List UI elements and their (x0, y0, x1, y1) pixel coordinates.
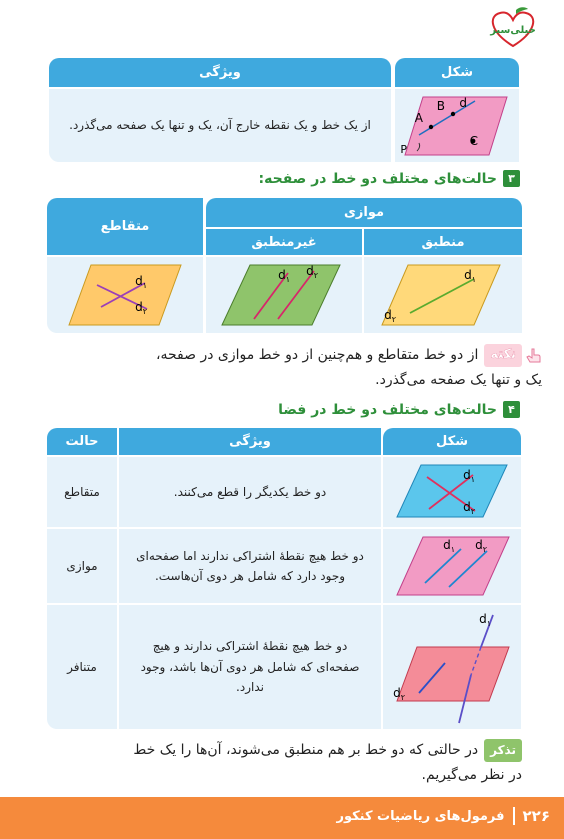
table3-header-state: حالت (47, 428, 117, 455)
reminder-block (42, 738, 522, 787)
table3-row3-state: متنافر (47, 605, 117, 729)
table3-header-shape: شکل (383, 428, 521, 455)
svg-text:d۱: $d_۱$ (479, 612, 491, 628)
intersecting-lines-diagram (47, 257, 203, 333)
svg-text:d۲: $d_۲$ (475, 538, 487, 554)
table2-header-parallel: موازی (206, 198, 522, 227)
table2-header-intersecting: متقاطع (47, 198, 203, 255)
reminder-badge: تذکر (484, 739, 522, 762)
section3-number: ۳ (503, 170, 520, 187)
note-block (42, 343, 542, 392)
space-intersecting-diagram (383, 457, 521, 527)
label-B: B (436, 99, 445, 113)
table2-intersecting-cell (47, 257, 203, 333)
reminder-line2: در نظر می‌گیریم. (421, 766, 522, 783)
svg-text:d۱: $d_۱$ (464, 268, 476, 284)
svg-text:d۱: $d_۱$ (463, 468, 475, 484)
pointing-hand-icon (524, 346, 542, 364)
reminder-line1: در حالتی که دو خط بر هم منطبق می‌شوند، آن‌ها را یک خط (133, 742, 479, 758)
svg-text:d۲: $d_۲$ (384, 308, 396, 324)
footer-bar (0, 797, 564, 839)
table1-header-shape: شکل (395, 58, 519, 87)
footer-content (336, 807, 550, 825)
logo-text: خیلی‌سبز (490, 25, 536, 36)
table3-row3-property: دو خط هیچ نقطهٔ اشتراکی ندارند و هیچ صفحه‌ای که شامل هر دوی آن‌ها باشد، وجود ندارد. (119, 605, 381, 729)
note-line1: از دو خط متقاطع و هم‌چنین از دو خط موازی در صفحه، (155, 347, 479, 363)
footer-divider (513, 807, 515, 825)
page-number: ۲۲۶ (522, 807, 550, 825)
svg-text:d۱: $d_۱$ (443, 538, 455, 554)
table3-header-property: ویژگی (119, 428, 381, 455)
table3-row3-shape (383, 605, 521, 729)
section4-title (278, 401, 520, 418)
table2-header-noncoincident: غیرمنطبق (206, 229, 362, 255)
table2-noncoincident-cell (206, 257, 362, 333)
space-parallel-diagram (383, 529, 521, 603)
svg-text:d۱: $d_۱$ (278, 268, 290, 284)
svg-text:d۲: $d_۲$ (393, 686, 405, 702)
section3-title (259, 170, 520, 187)
table3-row2-state: موازی (47, 529, 117, 603)
table3-row1-shape (383, 457, 521, 527)
section4-text: حالت‌های مختلف دو خط در فضا (278, 401, 497, 418)
svg-text:d۱: $d_۱$ (135, 274, 147, 290)
table1-header-property: ویژگی (49, 58, 391, 87)
table3-row1-property: دو خط یکدیگر را قطع می‌کنند. (119, 457, 381, 527)
coincident-lines-diagram (364, 257, 522, 333)
table3-row2-shape (383, 529, 521, 603)
section4-number: ۴ (503, 401, 520, 418)
parallel-lines-diagram (206, 257, 362, 333)
svg-text:d۲: $d_۲$ (135, 300, 147, 316)
table1-shape-cell (395, 89, 519, 162)
table1-property-cell: از یک خط و یک نقطه خارج آن، یک و تنها یک صفحه می‌گذرد. (49, 89, 391, 162)
space-skew-diagram (383, 605, 521, 729)
note-badge: نکته (484, 344, 542, 367)
note-line2: یک و تنها یک صفحه می‌گذرد. (375, 371, 542, 388)
table2-coincident-cell (364, 257, 522, 333)
plane-line-point-diagram (395, 89, 519, 162)
svg-text:d۲: $d_۲$ (306, 264, 318, 280)
footer-title: فرمول‌های ریاضیات کنکور (336, 808, 505, 824)
svg-text:d۲: $d_۲$ (463, 500, 475, 516)
section3-text: حالت‌های مختلف دو خط در صفحه: (258, 170, 497, 187)
label-C: C (469, 134, 478, 148)
table3-row2-property: دو خط هیچ نقطهٔ اشتراکی ندارند اما صفحه‌ای وجود دارد که شامل هر دوی آن‌هاست. (119, 529, 381, 603)
label-A: A (414, 111, 423, 125)
table3-row1-state: متقاطع (47, 457, 117, 527)
table2-header-coincident: منطبق (364, 229, 522, 255)
logo (478, 6, 548, 50)
label-d: d (459, 96, 467, 110)
label-P: P (400, 143, 407, 156)
